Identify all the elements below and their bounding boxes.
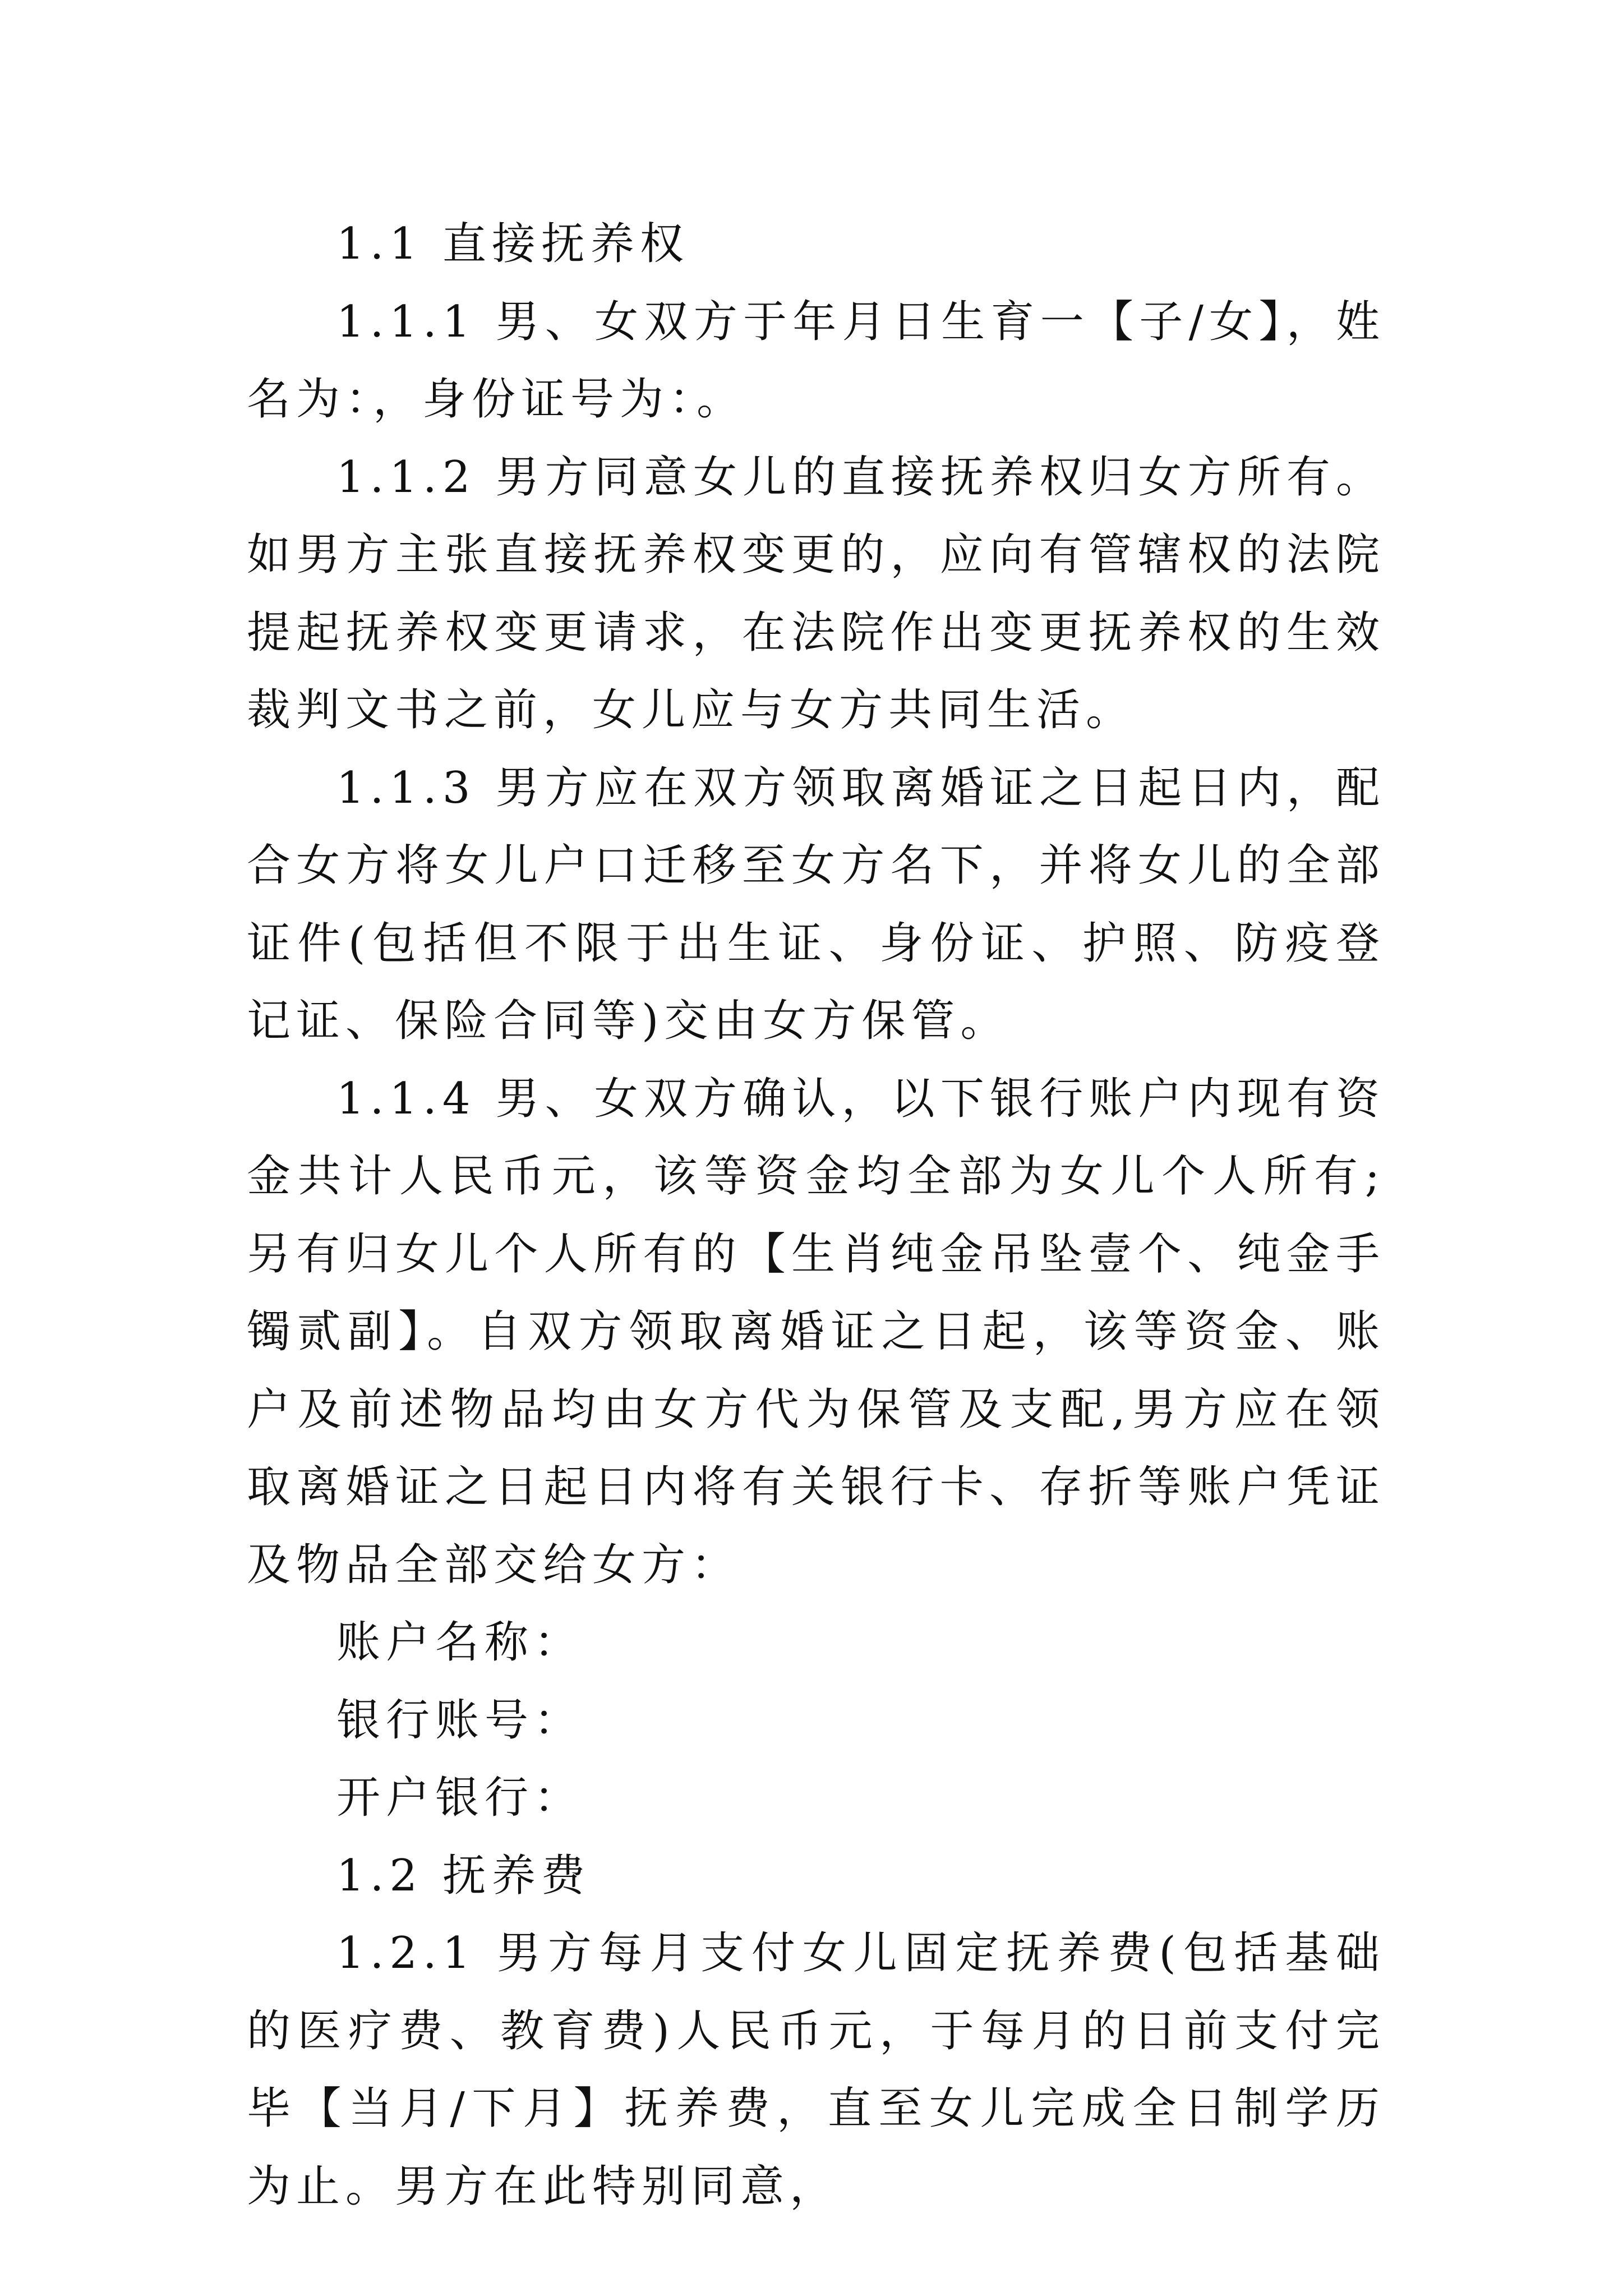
opening-bank-line: 开户银行： bbox=[336, 1773, 584, 1823]
section-heading-direct-custody: 1.1 直接抚养权 bbox=[336, 219, 689, 269]
clause-1-1-4: 1.1.4 男、女双方确认，以下银行账户内现有资金共计人民币元，该等资金均全部为女儿个人所有;另有归女儿个人所有的【生肖纯金吊坠壹个、纯金手镯贰副】。自双方领取离婚证之日起，该等资金、账户及前述物品均由女方代为保管及支配,男方应在领取离婚证之日起日内将有关银行卡、存折等账户凭证及物品全部交给女方： bbox=[247, 1073, 1385, 1590]
clause-1-1-2: 1.1.2 男方同意女儿的直接抚养权归女方所有。如男方主张直接抚养权变更的，应向有管辖权的法院提起抚养权变更请求，在法院作出变更抚养权的生效裁判文书之前，女儿应与女方共同生活。 bbox=[247, 452, 1385, 735]
clause-1-1-3: 1.1.3 男方应在双方领取离婚证之日起日内，配合女方将女儿户口迁移至女方名下，并将女儿的全部证件(包括但不限于出生证、身份证、护照、防疫登记证、保险合同等)交由女方保管。 bbox=[247, 762, 1385, 1046]
bank-account-line: 银行账号： bbox=[336, 1695, 584, 1746]
section-heading-support-fee: 1.2 抚养费 bbox=[336, 1850, 591, 1901]
clause-1-2-1: 1.2.1 男方每月支付女儿固定抚养费(包括基础的医疗费、教育费)人民币元，于每月的日前支付完毕【当月/下月】抚养费，直至女儿完成全日制学历为止。男方在此特别同意， bbox=[247, 1928, 1385, 2212]
clause-1-1-1: 1.1.1 男、女双方于年月日生育一【子/女】，姓名为：，身份证号为：。 bbox=[247, 296, 1385, 425]
account-name-line: 账户名称： bbox=[336, 1617, 584, 1668]
document-body bbox=[247, 205, 1385, 2225]
